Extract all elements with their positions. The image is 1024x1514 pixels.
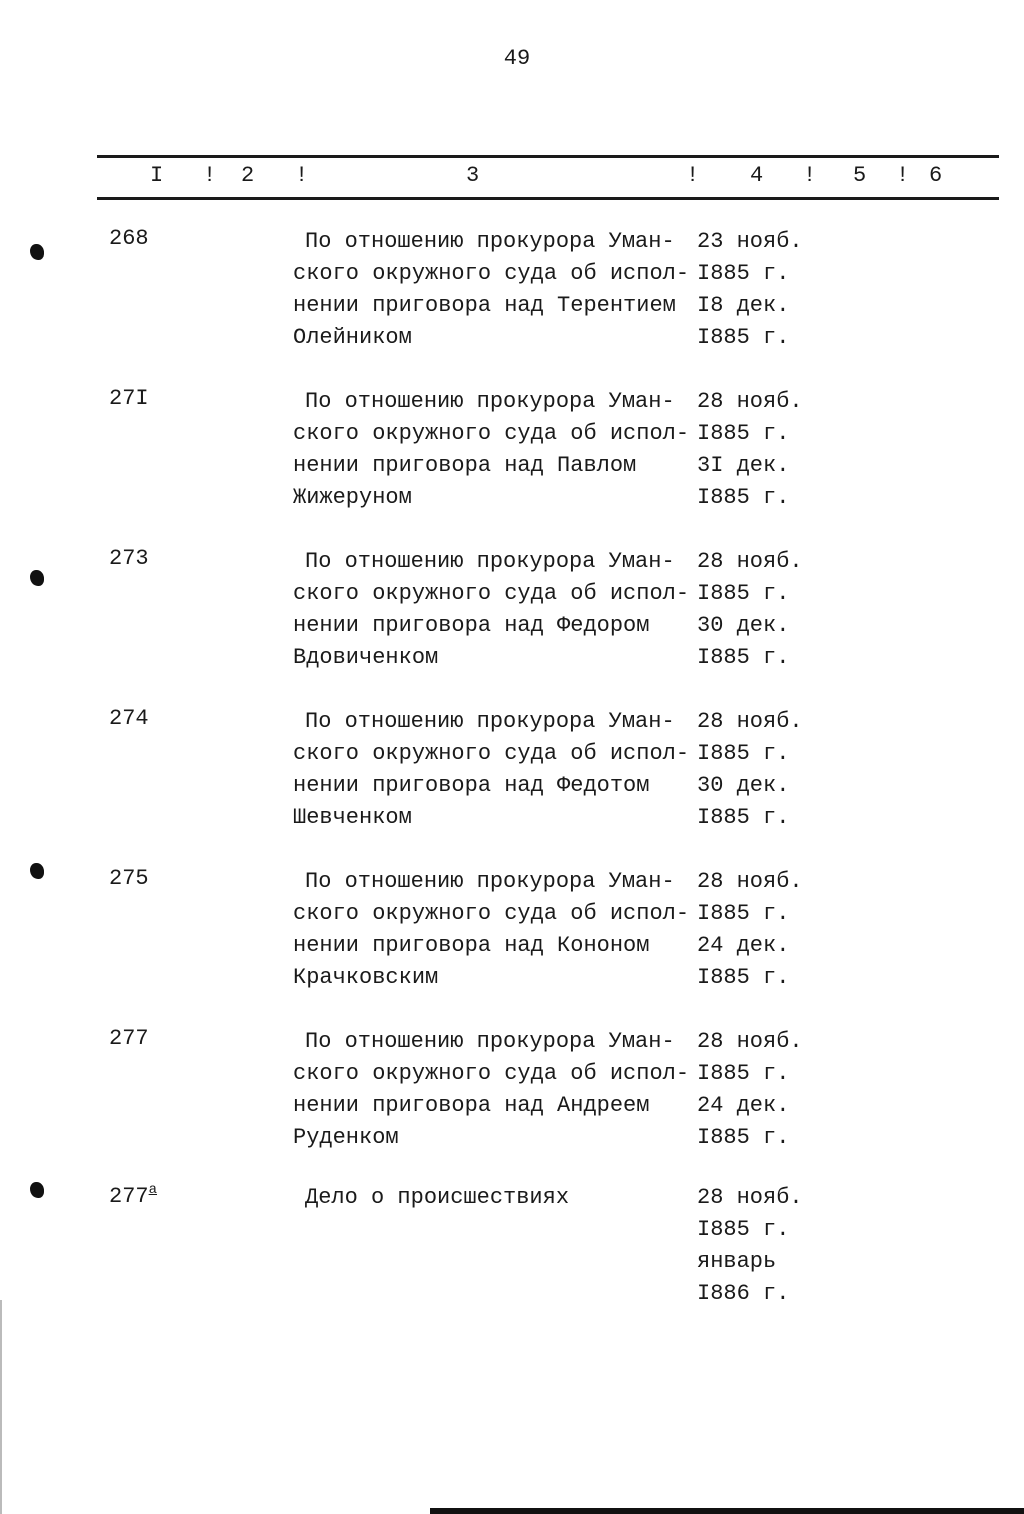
description-line: нении приговора над Федотом bbox=[293, 773, 650, 798]
column-separator: ! bbox=[203, 163, 217, 188]
header-rule-top bbox=[97, 155, 999, 158]
description-line: ского окружного суда об испол- bbox=[293, 261, 690, 286]
entry-number bbox=[109, 386, 149, 411]
description-line: Жижеруном bbox=[293, 485, 412, 510]
punch-hole-mark bbox=[30, 244, 44, 260]
entry-dates bbox=[697, 706, 803, 834]
entry-description bbox=[293, 706, 689, 834]
date-line: 28 нояб. bbox=[697, 869, 803, 894]
date-line: I885 г. bbox=[697, 645, 790, 670]
entry-number bbox=[109, 226, 149, 251]
date-line: I885 г. bbox=[697, 325, 790, 350]
entry-dates bbox=[697, 546, 803, 674]
entry-description bbox=[293, 546, 689, 674]
date-line: 28 нояб. bbox=[697, 1029, 803, 1054]
description-line: По отношению прокурора Уман- bbox=[305, 709, 675, 734]
entry-number-text: 277 bbox=[109, 1184, 149, 1209]
entry-dates bbox=[697, 1182, 803, 1310]
date-line: I8 дек. bbox=[697, 293, 790, 318]
description-line: ского окружного суда об испол- bbox=[293, 581, 690, 606]
column-separator: ! bbox=[686, 163, 700, 188]
date-line: I885 г. bbox=[697, 485, 790, 510]
column-header: 2 bbox=[241, 163, 255, 188]
page-number: 49 bbox=[503, 46, 531, 71]
column-header: 6 bbox=[929, 163, 943, 188]
description-line: ского окружного суда об испол- bbox=[293, 421, 690, 446]
date-line: I885 г. bbox=[697, 1125, 790, 1150]
column-header: 5 bbox=[853, 163, 867, 188]
column-header: 4 bbox=[750, 163, 764, 188]
description-line: нении приговора над Терентием bbox=[293, 293, 676, 318]
entry-description bbox=[293, 1182, 569, 1214]
date-line: I886 г. bbox=[697, 1281, 790, 1306]
date-line: 24 дек. bbox=[697, 1093, 790, 1118]
header-rule-bottom bbox=[97, 197, 999, 200]
description-line: Дело о происшествиях bbox=[305, 1185, 570, 1210]
date-line: I885 г. bbox=[697, 261, 790, 286]
date-line: I885 г. bbox=[697, 1061, 790, 1086]
description-line: нении приговора над Кононом bbox=[293, 933, 650, 958]
date-line: январь bbox=[697, 1249, 777, 1274]
entry-number bbox=[109, 866, 149, 891]
entry-number bbox=[109, 1182, 157, 1209]
punch-hole-mark bbox=[30, 570, 44, 586]
description-line: нении приговора над Павлом bbox=[293, 453, 637, 478]
entry-dates bbox=[697, 386, 803, 514]
column-separator: ! bbox=[803, 163, 817, 188]
date-line: 3I дек. bbox=[697, 453, 790, 478]
date-line: 23 нояб. bbox=[697, 229, 803, 254]
entry-number-text: 275 bbox=[109, 866, 149, 891]
date-line: 28 нояб. bbox=[697, 1185, 803, 1210]
date-line: 28 нояб. bbox=[697, 389, 803, 414]
entry-description bbox=[293, 866, 689, 994]
entry-number bbox=[109, 706, 149, 731]
entry-description bbox=[293, 386, 689, 514]
description-line: Крачковским bbox=[293, 965, 439, 990]
punch-hole-mark bbox=[30, 1182, 44, 1198]
entry-number-text: 277 bbox=[109, 1026, 149, 1051]
date-line: I885 г. bbox=[697, 901, 790, 926]
date-line: 30 дек. bbox=[697, 613, 790, 638]
description-line: ского окружного суда об испол- bbox=[293, 1061, 690, 1086]
entry-number-text: 274 bbox=[109, 706, 149, 731]
entry-dates bbox=[697, 866, 803, 994]
description-line: По отношению прокурора Уман- bbox=[305, 229, 675, 254]
column-separator: ! bbox=[896, 163, 910, 188]
entry-number-text: 273 bbox=[109, 546, 149, 571]
entry-dates bbox=[697, 226, 803, 354]
description-line: ского окружного суда об испол- bbox=[293, 901, 690, 926]
entry-number-suffix: а bbox=[148, 1182, 158, 1198]
footer-scan-edge bbox=[430, 1508, 1024, 1514]
page-edge-shadow bbox=[0, 1300, 2, 1514]
entry-number bbox=[109, 546, 149, 571]
column-header: I bbox=[150, 163, 164, 188]
description-line: Вдовиченком bbox=[293, 645, 439, 670]
entry-number bbox=[109, 1026, 149, 1051]
description-line: ского окружного суда об испол- bbox=[293, 741, 690, 766]
description-line: нении приговора над Андреем bbox=[293, 1093, 650, 1118]
entry-dates bbox=[697, 1026, 803, 1154]
date-line: I885 г. bbox=[697, 1217, 790, 1242]
description-line: нении приговора над Федором bbox=[293, 613, 650, 638]
description-line: Руденком bbox=[293, 1125, 399, 1150]
date-line: I885 г. bbox=[697, 965, 790, 990]
entry-description bbox=[293, 1026, 689, 1154]
date-line: I885 г. bbox=[697, 421, 790, 446]
date-line: I885 г. bbox=[697, 741, 790, 766]
entry-description bbox=[293, 226, 689, 354]
date-line: I885 г. bbox=[697, 805, 790, 830]
date-line: 24 дек. bbox=[697, 933, 790, 958]
punch-hole-mark bbox=[30, 863, 44, 879]
date-line: 30 дек. bbox=[697, 773, 790, 798]
column-header: 3 bbox=[466, 163, 480, 188]
description-line: Олейником bbox=[293, 325, 412, 350]
entry-number-text: 27I bbox=[109, 386, 149, 411]
date-line: 28 нояб. bbox=[697, 709, 803, 734]
description-line: По отношению прокурора Уман- bbox=[305, 1029, 675, 1054]
description-line: Шевченком bbox=[293, 805, 412, 830]
column-separator: ! bbox=[295, 163, 309, 188]
description-line: По отношению прокурора Уман- bbox=[305, 869, 675, 894]
date-line: I885 г. bbox=[697, 581, 790, 606]
date-line: 28 нояб. bbox=[697, 549, 803, 574]
entry-number-text: 268 bbox=[109, 226, 149, 251]
description-line: По отношению прокурора Уман- bbox=[305, 389, 675, 414]
description-line: По отношению прокурора Уман- bbox=[305, 549, 675, 574]
